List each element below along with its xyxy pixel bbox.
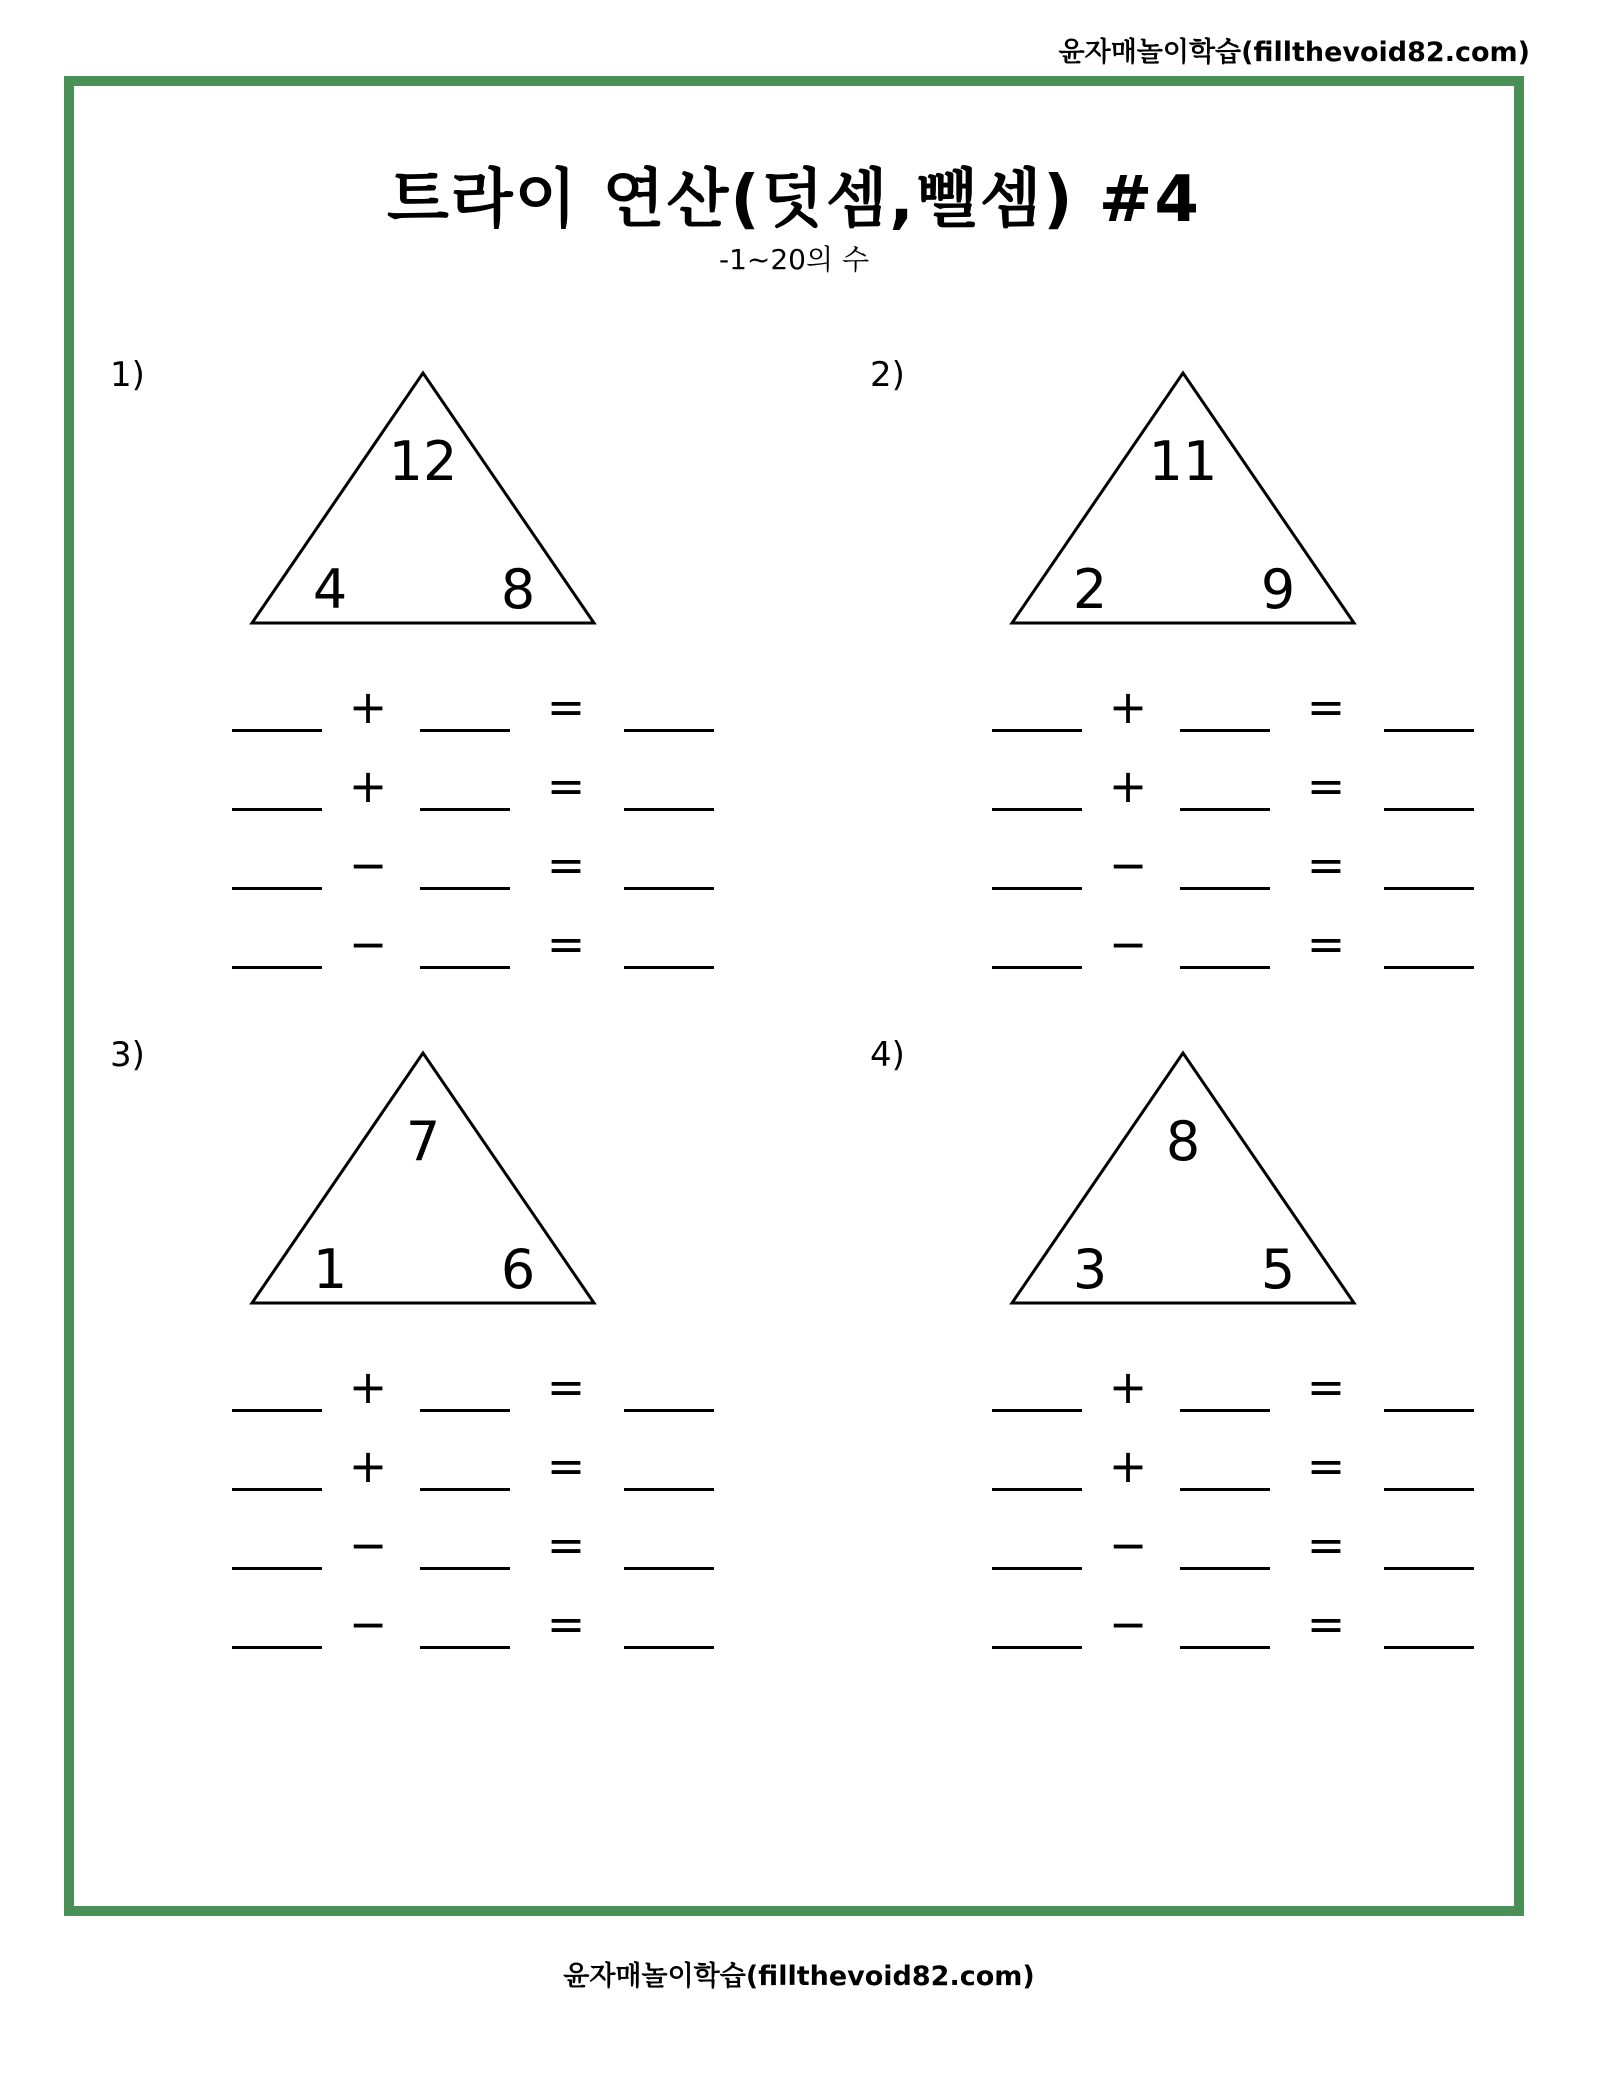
answer-blank-1[interactable]	[232, 1409, 322, 1412]
answer-blank-2[interactable]	[420, 1409, 510, 1412]
equals-sign: =	[546, 680, 586, 734]
answer-blank-1[interactable]	[992, 966, 1082, 969]
answer-blank-2[interactable]	[420, 808, 510, 811]
equation-row	[992, 1357, 1472, 1417]
answer-blank-2[interactable]	[420, 1488, 510, 1491]
plus-sign: +	[348, 680, 388, 734]
equation-row	[232, 1357, 712, 1417]
answer-blank-result[interactable]	[1384, 1567, 1474, 1570]
number-triangle	[1012, 355, 1362, 625]
answer-blank-result[interactable]	[1384, 966, 1474, 969]
equals-sign: =	[1306, 917, 1346, 971]
worksheet-subtitle: -1~20의 수	[718, 243, 869, 276]
equation-row	[992, 756, 1472, 816]
plus-sign: +	[1108, 1360, 1148, 1414]
answer-blank-result[interactable]	[1384, 887, 1474, 890]
answer-blank-2[interactable]	[1180, 887, 1270, 890]
triangle-right-number: 5	[1260, 1238, 1296, 1301]
triangle-right-number: 9	[1260, 558, 1296, 621]
equation-row	[992, 1515, 1472, 1575]
equation-row	[992, 677, 1472, 737]
answer-blank-2[interactable]	[1180, 1646, 1270, 1649]
minus-sign: −	[348, 838, 388, 892]
answer-blank-result[interactable]	[1384, 729, 1474, 732]
triangle-top-number: 7	[405, 1110, 441, 1173]
number-triangle	[1012, 1035, 1362, 1305]
equals-sign: =	[546, 1597, 586, 1651]
answer-blank-result[interactable]	[624, 1646, 714, 1649]
answer-blank-result[interactable]	[624, 729, 714, 732]
answer-blank-result[interactable]	[1384, 808, 1474, 811]
plus-sign: +	[1108, 759, 1148, 813]
answer-blank-2[interactable]	[1180, 808, 1270, 811]
answer-blank-1[interactable]	[992, 887, 1082, 890]
triangle-right-number: 8	[500, 558, 536, 621]
answer-blank-1[interactable]	[992, 729, 1082, 732]
answer-blank-1[interactable]	[232, 1646, 322, 1649]
equation-row	[992, 835, 1472, 895]
plus-sign: +	[1108, 680, 1148, 734]
answer-blank-result[interactable]	[624, 1409, 714, 1412]
problem-number: 2)	[870, 355, 905, 395]
problem-4	[870, 1035, 1510, 1675]
problem-1	[110, 355, 750, 995]
header-brand: 윤자매놀이학습(fillthevoid82.com)	[1058, 37, 1530, 68]
equation-row	[992, 1594, 1472, 1654]
answer-blank-1[interactable]	[992, 1646, 1082, 1649]
minus-sign: −	[1108, 1597, 1148, 1651]
answer-blank-1[interactable]	[992, 1567, 1082, 1570]
minus-sign: −	[1108, 838, 1148, 892]
answer-blank-2[interactable]	[1180, 1567, 1270, 1570]
equation-row	[992, 914, 1472, 974]
equals-sign: =	[546, 838, 586, 892]
equation-row	[232, 1515, 712, 1575]
answer-blank-2[interactable]	[420, 1646, 510, 1649]
problem-2	[870, 355, 1510, 995]
plus-sign: +	[1108, 1439, 1148, 1493]
equals-sign: =	[546, 1360, 586, 1414]
answer-blank-result[interactable]	[624, 1567, 714, 1570]
number-triangle	[252, 1035, 602, 1305]
answer-blank-result[interactable]	[1384, 1646, 1474, 1649]
answer-blank-1[interactable]	[992, 808, 1082, 811]
equals-sign: =	[546, 759, 586, 813]
answer-blank-result[interactable]	[624, 887, 714, 890]
problem-number: 3)	[110, 1035, 145, 1075]
equals-sign: =	[1306, 838, 1346, 892]
triangle-left-number: 3	[1072, 1238, 1108, 1301]
plus-sign: +	[348, 1439, 388, 1493]
equals-sign: =	[1306, 680, 1346, 734]
triangle-top-number: 12	[388, 430, 458, 493]
answer-blank-2[interactable]	[1180, 729, 1270, 732]
answer-blank-result[interactable]	[624, 966, 714, 969]
equals-sign: =	[1306, 759, 1346, 813]
equals-sign: =	[1306, 1597, 1346, 1651]
answer-blank-result[interactable]	[1384, 1488, 1474, 1491]
minus-sign: −	[348, 1597, 388, 1651]
answer-blank-1[interactable]	[232, 887, 322, 890]
triangle-left-number: 2	[1072, 558, 1108, 621]
number-triangle	[252, 355, 602, 625]
equals-sign: =	[1306, 1360, 1346, 1414]
equation-row	[232, 677, 712, 737]
triangle-left-number: 4	[312, 558, 348, 621]
triangle-top-number: 8	[1165, 1110, 1201, 1173]
answer-blank-1[interactable]	[992, 1409, 1082, 1412]
triangle-outline	[252, 1053, 594, 1303]
answer-blank-2[interactable]	[1180, 1409, 1270, 1412]
answer-blank-result[interactable]	[1384, 1409, 1474, 1412]
answer-blank-2[interactable]	[420, 729, 510, 732]
equation-row	[232, 1436, 712, 1496]
answer-blank-1[interactable]	[992, 1488, 1082, 1491]
plus-sign: +	[348, 759, 388, 813]
minus-sign: −	[348, 917, 388, 971]
equation-row	[232, 914, 712, 974]
problem-number: 4)	[870, 1035, 905, 1075]
answer-blank-1[interactable]	[232, 1567, 322, 1570]
plus-sign: +	[348, 1360, 388, 1414]
answer-blank-1[interactable]	[232, 1488, 322, 1491]
answer-blank-1[interactable]	[232, 808, 322, 811]
triangle-right-number: 6	[500, 1238, 536, 1301]
answer-blank-2[interactable]	[1180, 1488, 1270, 1491]
worksheet-title: 트라이 연산(덧셈,뺄셈) #4	[387, 163, 1201, 237]
equals-sign: =	[1306, 1439, 1346, 1493]
equation-row	[232, 1594, 712, 1654]
answer-blank-1[interactable]	[232, 966, 322, 969]
footer-brand: 윤자매놀이학습(fillthevoid82.com)	[563, 1961, 1035, 1992]
minus-sign: −	[1108, 917, 1148, 971]
problem-number: 1)	[110, 355, 145, 395]
minus-sign: −	[348, 1518, 388, 1572]
answer-blank-2[interactable]	[420, 1567, 510, 1570]
equation-row	[232, 756, 712, 816]
equals-sign: =	[546, 917, 586, 971]
triangle-top-number: 11	[1148, 430, 1218, 493]
equation-row	[992, 1436, 1472, 1496]
equals-sign: =	[546, 1439, 586, 1493]
triangle-outline	[252, 373, 594, 623]
answer-blank-2[interactable]	[420, 887, 510, 890]
answer-blank-2[interactable]	[420, 966, 510, 969]
equals-sign: =	[1306, 1518, 1346, 1572]
triangle-outline	[1012, 1053, 1354, 1303]
problem-3	[110, 1035, 750, 1675]
equation-row	[232, 835, 712, 895]
answer-blank-result[interactable]	[624, 808, 714, 811]
answer-blank-2[interactable]	[1180, 966, 1270, 969]
answer-blank-1[interactable]	[232, 729, 322, 732]
minus-sign: −	[1108, 1518, 1148, 1572]
triangle-left-number: 1	[312, 1238, 348, 1301]
triangle-outline	[1012, 373, 1354, 623]
answer-blank-result[interactable]	[624, 1488, 714, 1491]
equals-sign: =	[546, 1518, 586, 1572]
